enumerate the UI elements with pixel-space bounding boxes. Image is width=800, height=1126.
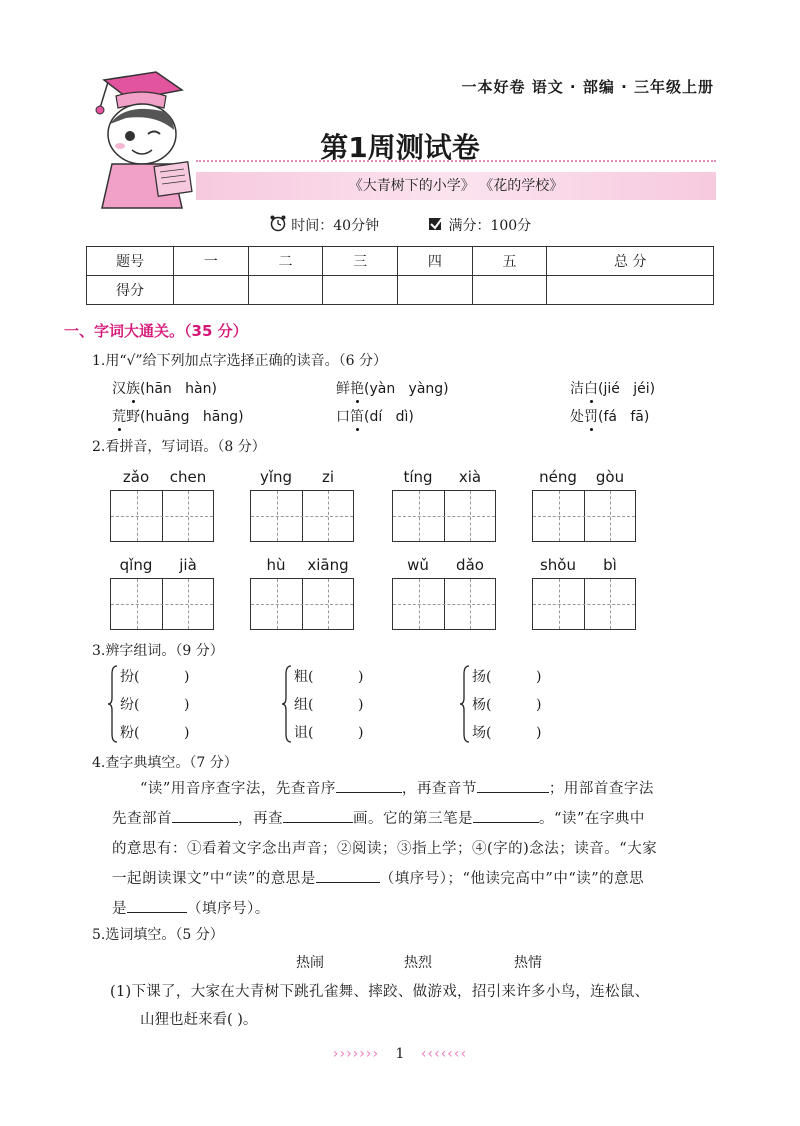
pinyin-options: (fá fā) xyxy=(598,409,650,425)
pinyin-options: (yàn yàng) xyxy=(364,381,449,397)
writing-grid[interactable] xyxy=(110,578,214,630)
pinyin-label: jià xyxy=(179,556,197,574)
text: （填序号）；“他读完高中”中“读”的意思 xyxy=(379,871,645,887)
table-cell: 三 xyxy=(323,247,398,276)
text: 。“读”在字典中 xyxy=(539,811,645,827)
table-cell: 一 xyxy=(174,247,249,276)
word-form-item[interactable]: 粉( ) xyxy=(120,725,190,741)
text: ，再查 xyxy=(238,811,283,827)
table-cell: 四 xyxy=(398,247,473,276)
section-title: 一、字词大通关。（35 分） xyxy=(64,322,248,340)
answer-blank[interactable] xyxy=(283,808,353,823)
pinyin-label: dǎo xyxy=(456,556,484,574)
checkbox-icon xyxy=(428,215,444,235)
table-cell: 总 分 xyxy=(547,247,714,276)
item-char: 口 xyxy=(336,409,350,425)
text: 一起朗读课文”中“读”的意思是 xyxy=(112,871,316,887)
answer-blank[interactable] xyxy=(172,808,238,823)
item-char: 鲜 xyxy=(336,381,350,397)
dotted-char: 笛 xyxy=(350,409,364,425)
score-table xyxy=(86,246,714,305)
question-title: 5.选词填空。（5 分） xyxy=(92,927,224,943)
word-form-item[interactable]: 杨( ) xyxy=(472,697,542,713)
table-row xyxy=(87,276,714,305)
writing-grid[interactable] xyxy=(250,490,354,542)
subtitle-banner: 《大青树下的小学》 《花的学校》 xyxy=(196,172,716,200)
item-char: 野 xyxy=(126,409,140,425)
brace-icon xyxy=(282,664,292,748)
word-form-item[interactable]: 扮( ) xyxy=(120,669,190,685)
pinyin-label: wǔ xyxy=(407,556,429,574)
brand-label: 一本好卷 语文 · 部编 · 三年级上册 xyxy=(461,78,714,96)
q5-sentence: (1)下课了，大家在大青树下跳孔雀舞、摔跤、做游戏，招引来许多小鸟，连松鼠、 xyxy=(110,984,650,1000)
dotted-char: 艳 xyxy=(350,381,364,397)
score-label: 满分：100分 xyxy=(448,218,532,234)
text: 先查部首 xyxy=(112,811,172,827)
text: ，再查音节 xyxy=(401,781,477,797)
pinyin-label: hù xyxy=(266,556,286,574)
answer-blank[interactable] xyxy=(336,778,402,793)
q5-sentence: 山狸也赶来看( )。 xyxy=(140,1012,258,1028)
pinyin-options: (dí dì) xyxy=(364,409,414,425)
footer-arrows-left: ››››››› xyxy=(332,1046,380,1062)
pinyin-label: yǐng xyxy=(259,468,293,486)
writing-grid[interactable] xyxy=(392,490,496,542)
brace-icon xyxy=(460,664,470,748)
text: “读”用音序查字法，先查音序 xyxy=(140,781,336,797)
word-choice: 热烈 xyxy=(404,955,432,971)
table-row xyxy=(87,247,714,276)
pinyin-choice-item[interactable] xyxy=(112,406,244,426)
text: 是 xyxy=(112,901,127,917)
pinyin-label: xiāng xyxy=(307,556,349,574)
writing-grid[interactable] xyxy=(250,578,354,630)
pinyin-label: gòu xyxy=(595,468,625,486)
pinyin-label: xià xyxy=(458,468,482,486)
pinyin-label: shǒu xyxy=(539,556,576,574)
text: ；用部首查字法 xyxy=(548,781,654,797)
table-cell: 五 xyxy=(472,247,547,276)
title-divider xyxy=(196,160,716,162)
word-form-item[interactable]: 纷( ) xyxy=(120,697,190,713)
score-input-cell[interactable] xyxy=(248,276,323,305)
answer-blank[interactable] xyxy=(316,868,380,883)
writing-grid[interactable] xyxy=(110,490,214,542)
answer-blank[interactable] xyxy=(477,778,549,793)
word-form-item[interactable]: 组( ) xyxy=(294,697,364,713)
table-cell: 题号 xyxy=(87,247,174,276)
brace-icon xyxy=(108,664,118,748)
item-char: 汉 xyxy=(112,381,126,397)
pinyin-label: chen xyxy=(169,468,207,486)
pinyin-label: bì xyxy=(603,556,617,574)
pinyin-choice-item[interactable] xyxy=(336,406,414,426)
exam-meta xyxy=(0,214,800,236)
word-form-item[interactable]: 场( ) xyxy=(472,725,542,741)
table-cell: 得分 xyxy=(87,276,174,305)
time-label: 时间：40分钟 xyxy=(291,218,380,234)
pinyin-choice-item[interactable] xyxy=(112,378,217,398)
page-footer xyxy=(0,1046,800,1062)
page-number: 1 xyxy=(395,1046,405,1062)
table-cell: 二 xyxy=(248,247,323,276)
pinyin-label: zi xyxy=(321,468,335,486)
pinyin-choice-item[interactable] xyxy=(570,406,649,426)
question-title: 3.辨字组词。（9 分） xyxy=(92,643,224,659)
pinyin-options: (jié jéi) xyxy=(598,381,656,397)
page-title: 第1周测试卷 xyxy=(320,131,480,164)
text: 的意思有：①看着文字念出声音；②阅读；③指上学；④(字的)念法；读音。“大家 xyxy=(112,841,658,857)
question-title: 2.看拼音，写词语。（8 分） xyxy=(92,439,266,455)
pinyin-label: qǐng xyxy=(119,556,153,574)
word-form-item[interactable]: 扬( ) xyxy=(472,669,542,685)
word-form-item[interactable]: 诅( ) xyxy=(294,725,364,741)
q4-paragraph xyxy=(112,774,740,924)
pinyin-label: néng xyxy=(539,468,577,486)
word-choice: 热闹 xyxy=(296,955,324,971)
pinyin-choice-item[interactable] xyxy=(570,378,655,398)
pinyin-label: tíng xyxy=(403,468,433,486)
writing-grid[interactable] xyxy=(532,490,636,542)
word-choice: 热情 xyxy=(514,955,542,971)
dotted-char: 族 xyxy=(126,381,140,397)
answer-blank[interactable] xyxy=(127,898,187,913)
clock-icon xyxy=(269,214,287,236)
word-form-item[interactable]: 粗( ) xyxy=(294,669,364,685)
question-title: 1.用“√”给下列加点字选择正确的读音。（6 分） xyxy=(92,353,387,369)
item-char: 处 xyxy=(570,409,584,425)
score-input-cell[interactable] xyxy=(323,276,398,305)
pinyin-choice-item[interactable] xyxy=(336,378,449,398)
pinyin-label: zǎo xyxy=(122,468,150,486)
answer-blank[interactable] xyxy=(473,808,539,823)
score-input-cell[interactable] xyxy=(547,276,714,305)
score-input-cell[interactable] xyxy=(472,276,547,305)
pinyin-options: (huāng hāng) xyxy=(140,409,244,425)
item-char: 洁 xyxy=(570,381,584,397)
text: （填序号）。 xyxy=(187,901,270,917)
score-input-cell[interactable] xyxy=(398,276,473,305)
pinyin-options: (hān hàn) xyxy=(140,381,217,397)
writing-grid[interactable] xyxy=(392,578,496,630)
text: 画。它的第三笔是 xyxy=(353,811,473,827)
score-input-cell[interactable] xyxy=(174,276,249,305)
dotted-char: 罚 xyxy=(584,409,598,425)
dotted-char: 白 xyxy=(584,381,598,397)
writing-grid[interactable] xyxy=(532,578,636,630)
dotted-char: 荒 xyxy=(112,409,126,425)
question-title: 4.查字典填空。（7 分） xyxy=(92,755,238,771)
footer-arrows-right: ‹‹‹‹‹‹‹ xyxy=(420,1046,468,1062)
